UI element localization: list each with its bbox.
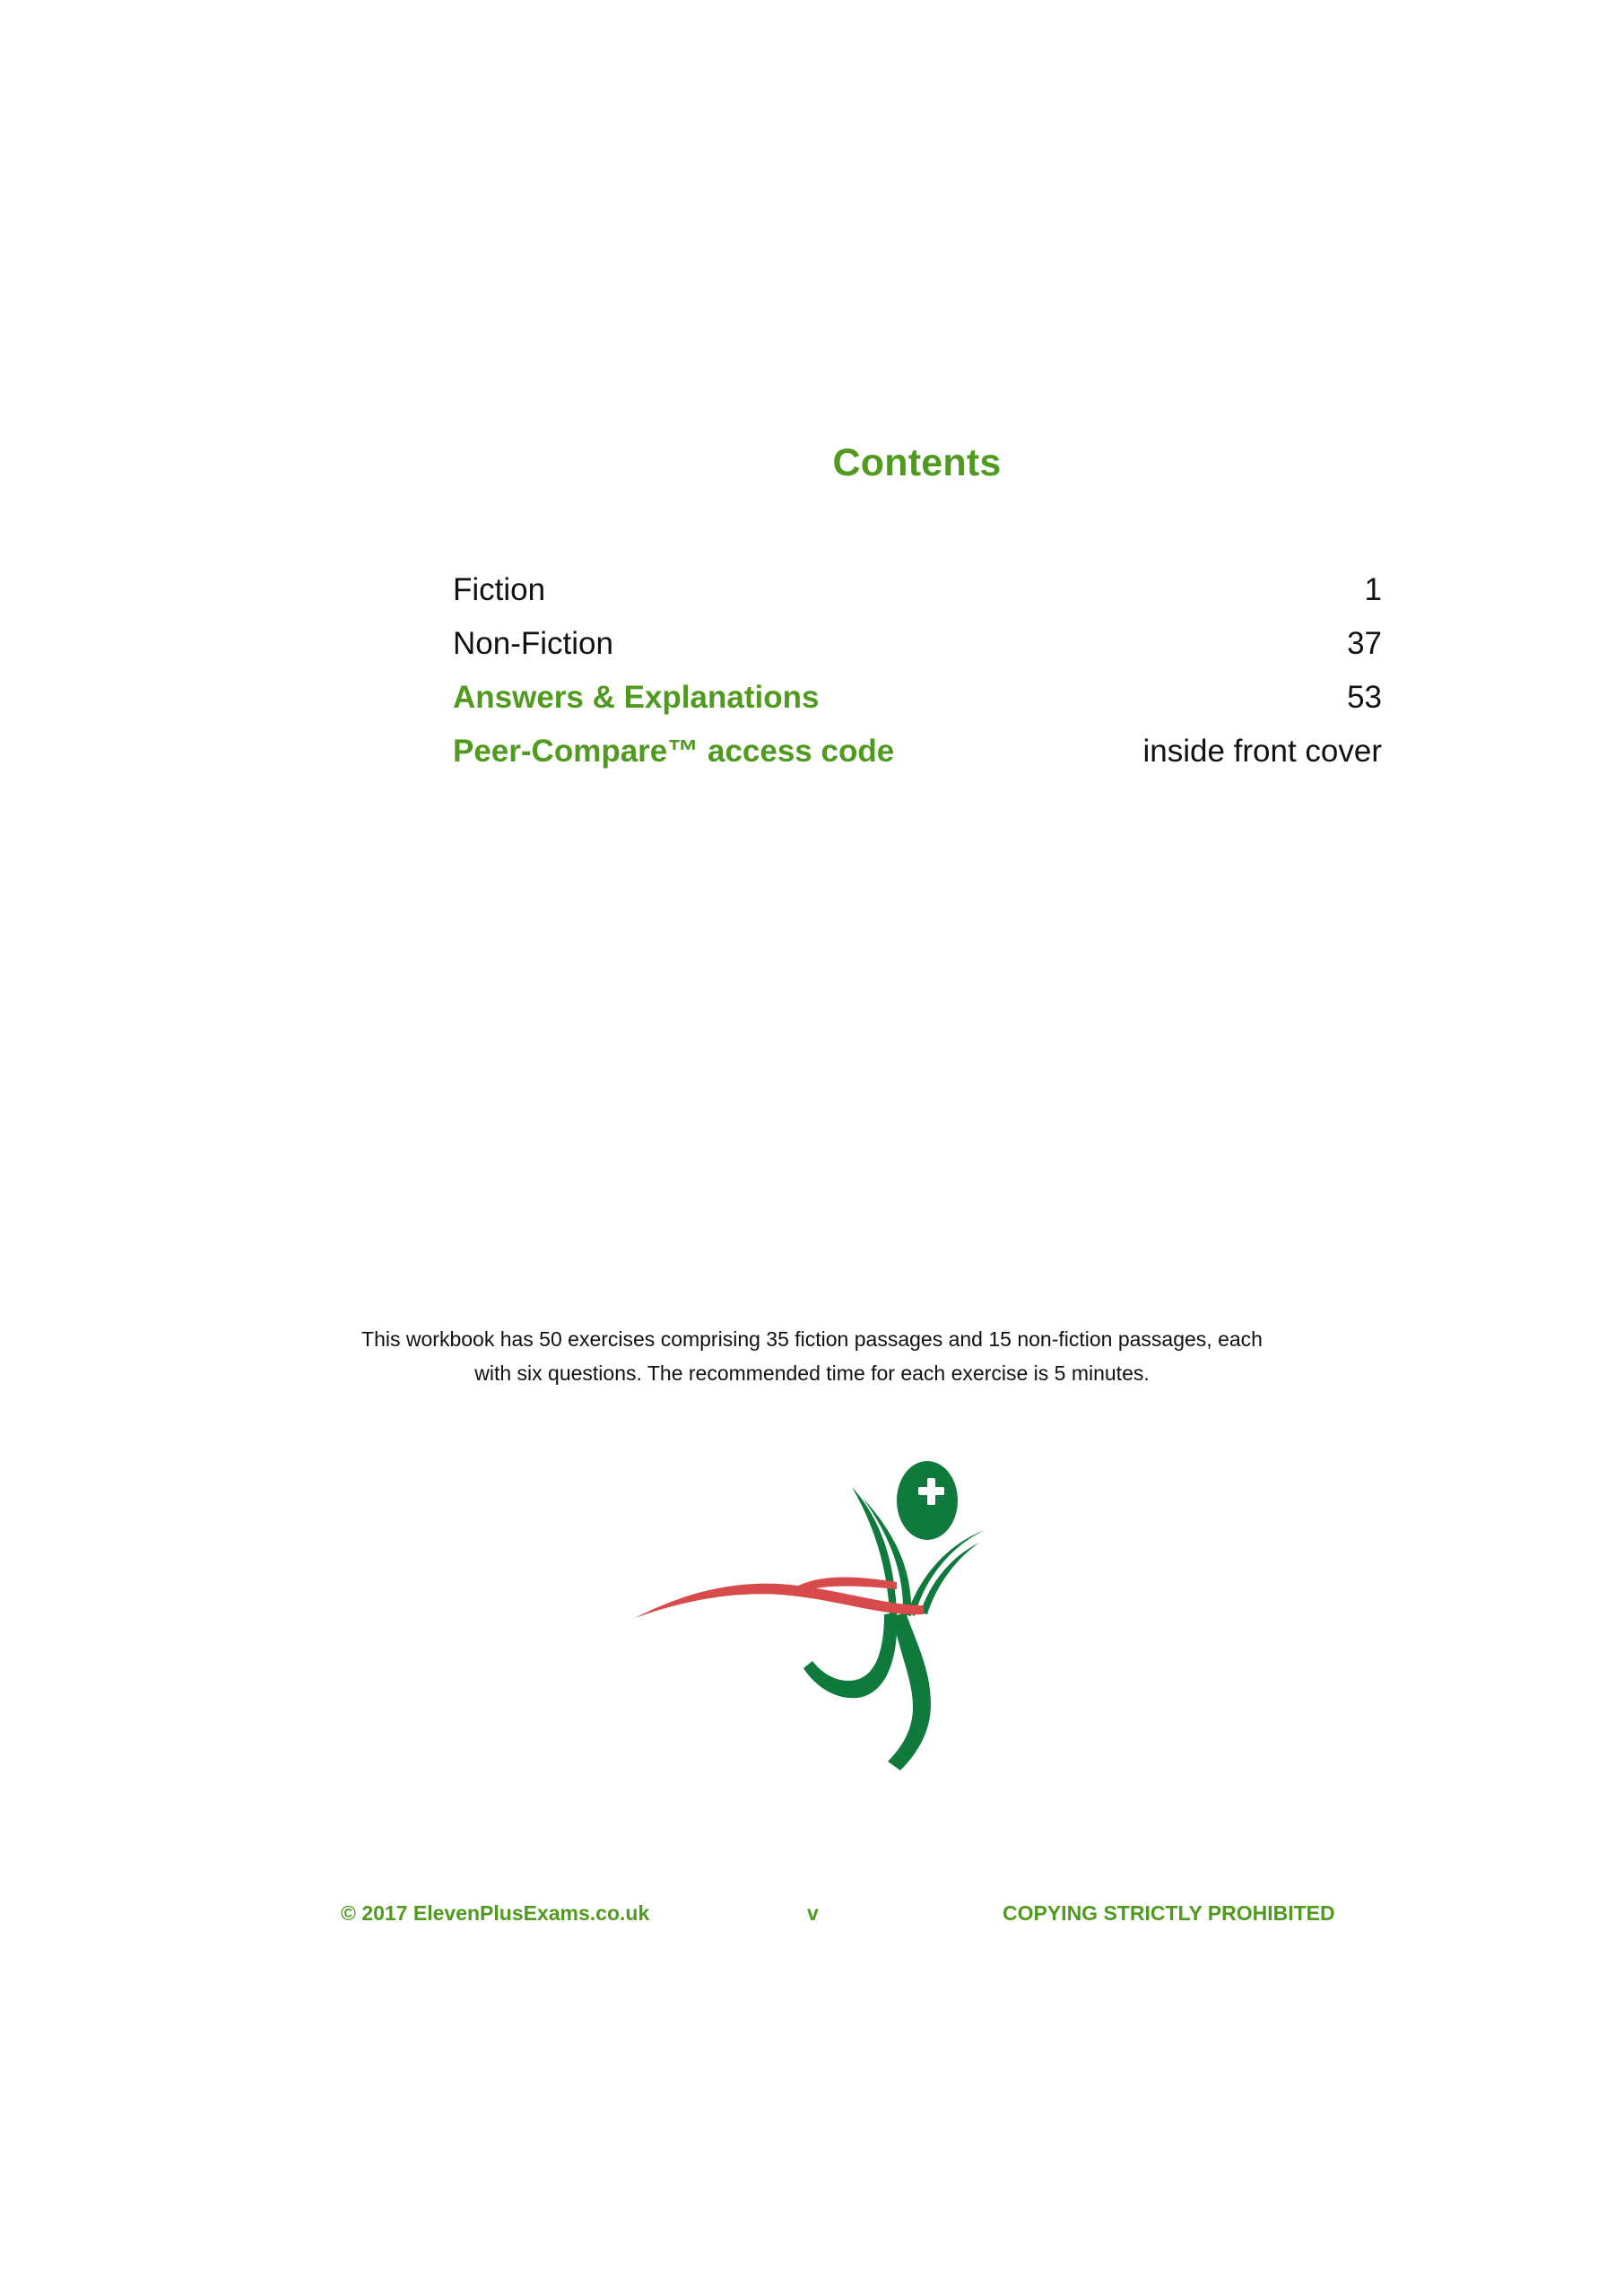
toc-entry-page: 1 xyxy=(1364,572,1382,607)
toc-entry-page: inside front cover xyxy=(1142,734,1382,769)
footer-copyright: © 2017 ElevenPlusExams.co.uk xyxy=(341,1901,650,1925)
description-line: with six questions. The recommended time for each exercise is 5 minutes. xyxy=(474,1361,1150,1385)
toc-entry-answers[interactable] xyxy=(453,678,1382,732)
toc-entry-label: Answers & Explanations xyxy=(453,680,820,715)
toc-entry-page: 37 xyxy=(1347,626,1382,661)
logo-plus-horizontal xyxy=(918,1487,944,1495)
description-line: This workbook has 50 exercises comprising 35 fiction passages and 15 non-fiction passages, each xyxy=(361,1327,1263,1351)
footer-notice: COPYING STRICTLY PROHIBITED xyxy=(1003,1901,1335,1925)
toc-entry-non-fiction[interactable] xyxy=(453,624,1382,678)
page-title: Contents xyxy=(832,441,1002,484)
page-footer xyxy=(0,1901,1624,1937)
toc-entry-page: 53 xyxy=(1347,680,1382,715)
workbook-description xyxy=(0,1322,1624,1390)
toc-entry-label: Peer-Compare™ access code xyxy=(453,734,895,769)
toc-entry-label: Fiction xyxy=(453,572,546,607)
toc-entry-peer-compare[interactable] xyxy=(453,732,1382,786)
toc-entry-fiction[interactable] xyxy=(453,570,1382,624)
runner-logo-icon xyxy=(628,1455,1004,1787)
logo-leg-back xyxy=(803,1613,897,1698)
toc-entry-label: Non-Fiction xyxy=(453,626,613,661)
table-of-contents xyxy=(453,570,1382,786)
logo-ribbon xyxy=(635,1584,924,1618)
footer-page-number: v xyxy=(807,1901,819,1925)
logo-leaf-left xyxy=(852,1487,897,1614)
